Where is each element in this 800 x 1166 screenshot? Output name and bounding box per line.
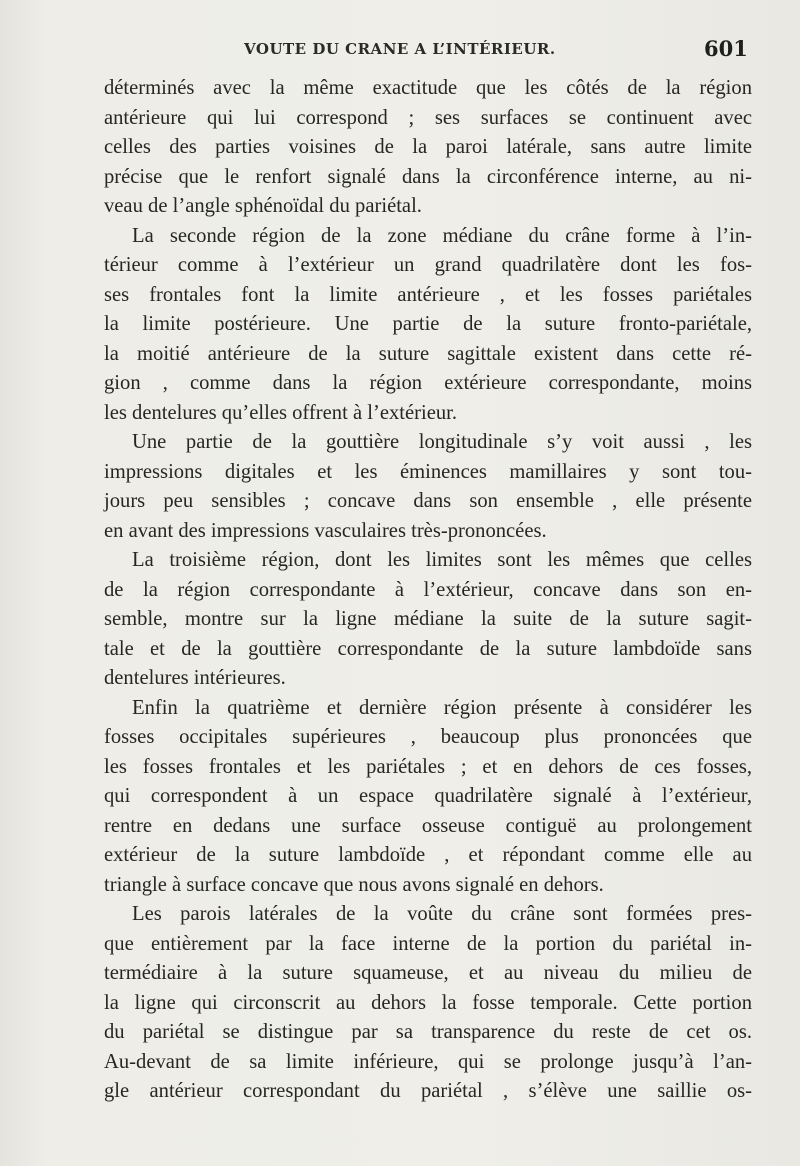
text-line: La seconde région de la zone médiane du crâne forme à l’in- (132, 224, 752, 247)
text-line: gion , comme dans la région extérieure correspondante, moins (104, 372, 752, 394)
text-line: précise que le renfort signalé dans la circonférence interne, au ni- (104, 165, 752, 188)
text-line: impressions digitales et les éminences mamillaires y sont tou- (104, 460, 752, 483)
text-line: qui correspondent à un espace quadrilatère signalé à l’extérieur, (104, 785, 752, 807)
text-line: dentelures intérieures. (104, 667, 286, 689)
page-header (0, 36, 800, 66)
text-line: rentre en dedans une surface osseuse contiguë au prolongement (104, 814, 752, 837)
text-line: gle antérieur correspondant du pariétal , s’élève une saillie os- (104, 1080, 752, 1102)
text-line: tale et de la gouttière correspondante de la suture lambdoïde sans (104, 637, 752, 660)
text-line: Les parois latérales de la voûte du crâne sont formées pres- (132, 903, 752, 925)
text-line: la limite postérieure. Une partie de la suture fronto-pariétale, (104, 313, 752, 335)
text-line: Enfin la quatrième et dernière région présente à considérer les (132, 696, 752, 719)
text-line: la moitié antérieure de la suture sagittale existent dans cette ré- (104, 342, 752, 365)
body-text (104, 74, 752, 1107)
text-line: fosses occipitales supérieures , beaucoup plus prononcées que (104, 726, 752, 748)
text-line: extérieur de la suture lambdoïde , et répondant comme elle au (104, 844, 752, 866)
text-line: déterminés avec la même exactitude que les côtés de la région (104, 77, 752, 99)
text-line: veau de l’angle sphénoïdal du pariétal. (104, 195, 422, 217)
text-line: triangle à surface concave que nous avons signalé en dehors. (104, 873, 604, 896)
text-line: Au-devant de sa limite inférieure, qui se prolonge jusqu’à l’an- (104, 1050, 752, 1073)
text-line: la ligne qui circonscrit au dehors la fosse temporale. Cette portion (104, 991, 752, 1014)
text-line: térieur comme à l’extérieur un grand quadrilatère dont les fos- (104, 254, 752, 276)
text-line: antérieure qui lui correspond ; ses surfaces se continuent avec (104, 106, 752, 129)
text-line: semble, montre sur la ligne médiane la suite de la suture sagit- (104, 608, 752, 630)
running-title: VOUTE DU CRANE A L’INTÉRIEUR. (244, 40, 556, 58)
text-line: celles des parties voisines de la paroi latérale, sans autre limite (104, 136, 752, 158)
text-line: en avant des impressions vasculaires très-prononcées. (104, 519, 547, 542)
text-line: ses frontales font la limite antérieure , et les fosses pariétales (104, 283, 752, 306)
text-line: les dentelures qu’elles offrent à l’extérieur. (104, 401, 457, 424)
text-line: jours peu sensibles ; concave dans son ensemble , elle présente (104, 490, 752, 512)
text-line: La troisième région, dont les limites sont les mêmes que celles (132, 549, 752, 571)
text-line: de la région correspondante à l’extérieur, concave dans son en- (104, 578, 752, 601)
page-number: 601 (704, 36, 748, 61)
text-line: les fosses frontales et les pariétales ; et en dehors de ces fosses, (104, 755, 752, 778)
text-line: Une partie de la gouttière longitudinale s’y voit aussi , les (132, 431, 752, 453)
text-line: du pariétal se distingue par sa transparence du reste de cet os. (104, 1021, 752, 1043)
text-line: termédiaire à la suture squameuse, et au niveau du milieu de (104, 962, 752, 984)
text-line: que entièrement par la face interne de la portion du pariétal in- (104, 932, 752, 955)
